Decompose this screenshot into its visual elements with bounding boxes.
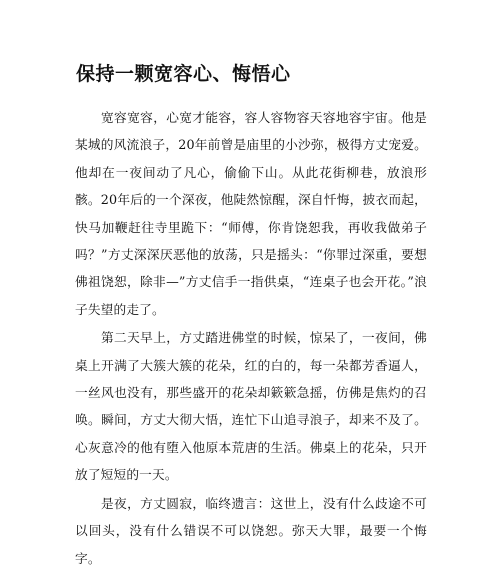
document-title: 保持一颗宽容心、悔悟心 bbox=[76, 63, 291, 85]
paragraph-3: 是夜，方丈圆寂，临终遗言：这世上，没有什么歧途不可以回头，没有什么错误不可以饶恕。弥天大罪，最要一个悔字。 bbox=[75, 495, 427, 566]
paragraph-2: 第二天早上，方丈踏进佛堂的时候，惊呆了，一夜间，佛桌上开满了大簇大簇的花朵，红的白的，每一朵都芳香逼人，一丝风也没有，那些盛开的花朵却簌簌急摇，仿佛是焦灼的召唤。瞬间，方丈大彻大悟，连忙下山追寻浪子，却来不及了。心灰意冷的他有堕入他原本荒唐的生活。佛桌上的花朵，只开放了短短的一天。 bbox=[75, 330, 427, 483]
document-body bbox=[75, 104, 427, 573]
paragraph-1: 宽容宽容，心宽才能容，容人容物容天容地容宇宙。他是某城的风流浪子，20年前曾是庙里的小沙弥，极得方丈宠爱。他却在一夜间动了凡心，偷偷下山。从此花街柳巷，放浪形骸。20年后的一个深夜，他陡然惊醒，深自忏悔，披衣而起，快马加鞭赶往寺里跪下：“师傅，你肯饶恕我，再收我做弟子吗？”方丈深深厌恶他的放荡，只是摇头：“你罪过深重，要想佛祖饶恕，除非—”方丈信手一指供桌，“连桌子也会开花。”浪子失望的走了。 bbox=[75, 110, 427, 317]
